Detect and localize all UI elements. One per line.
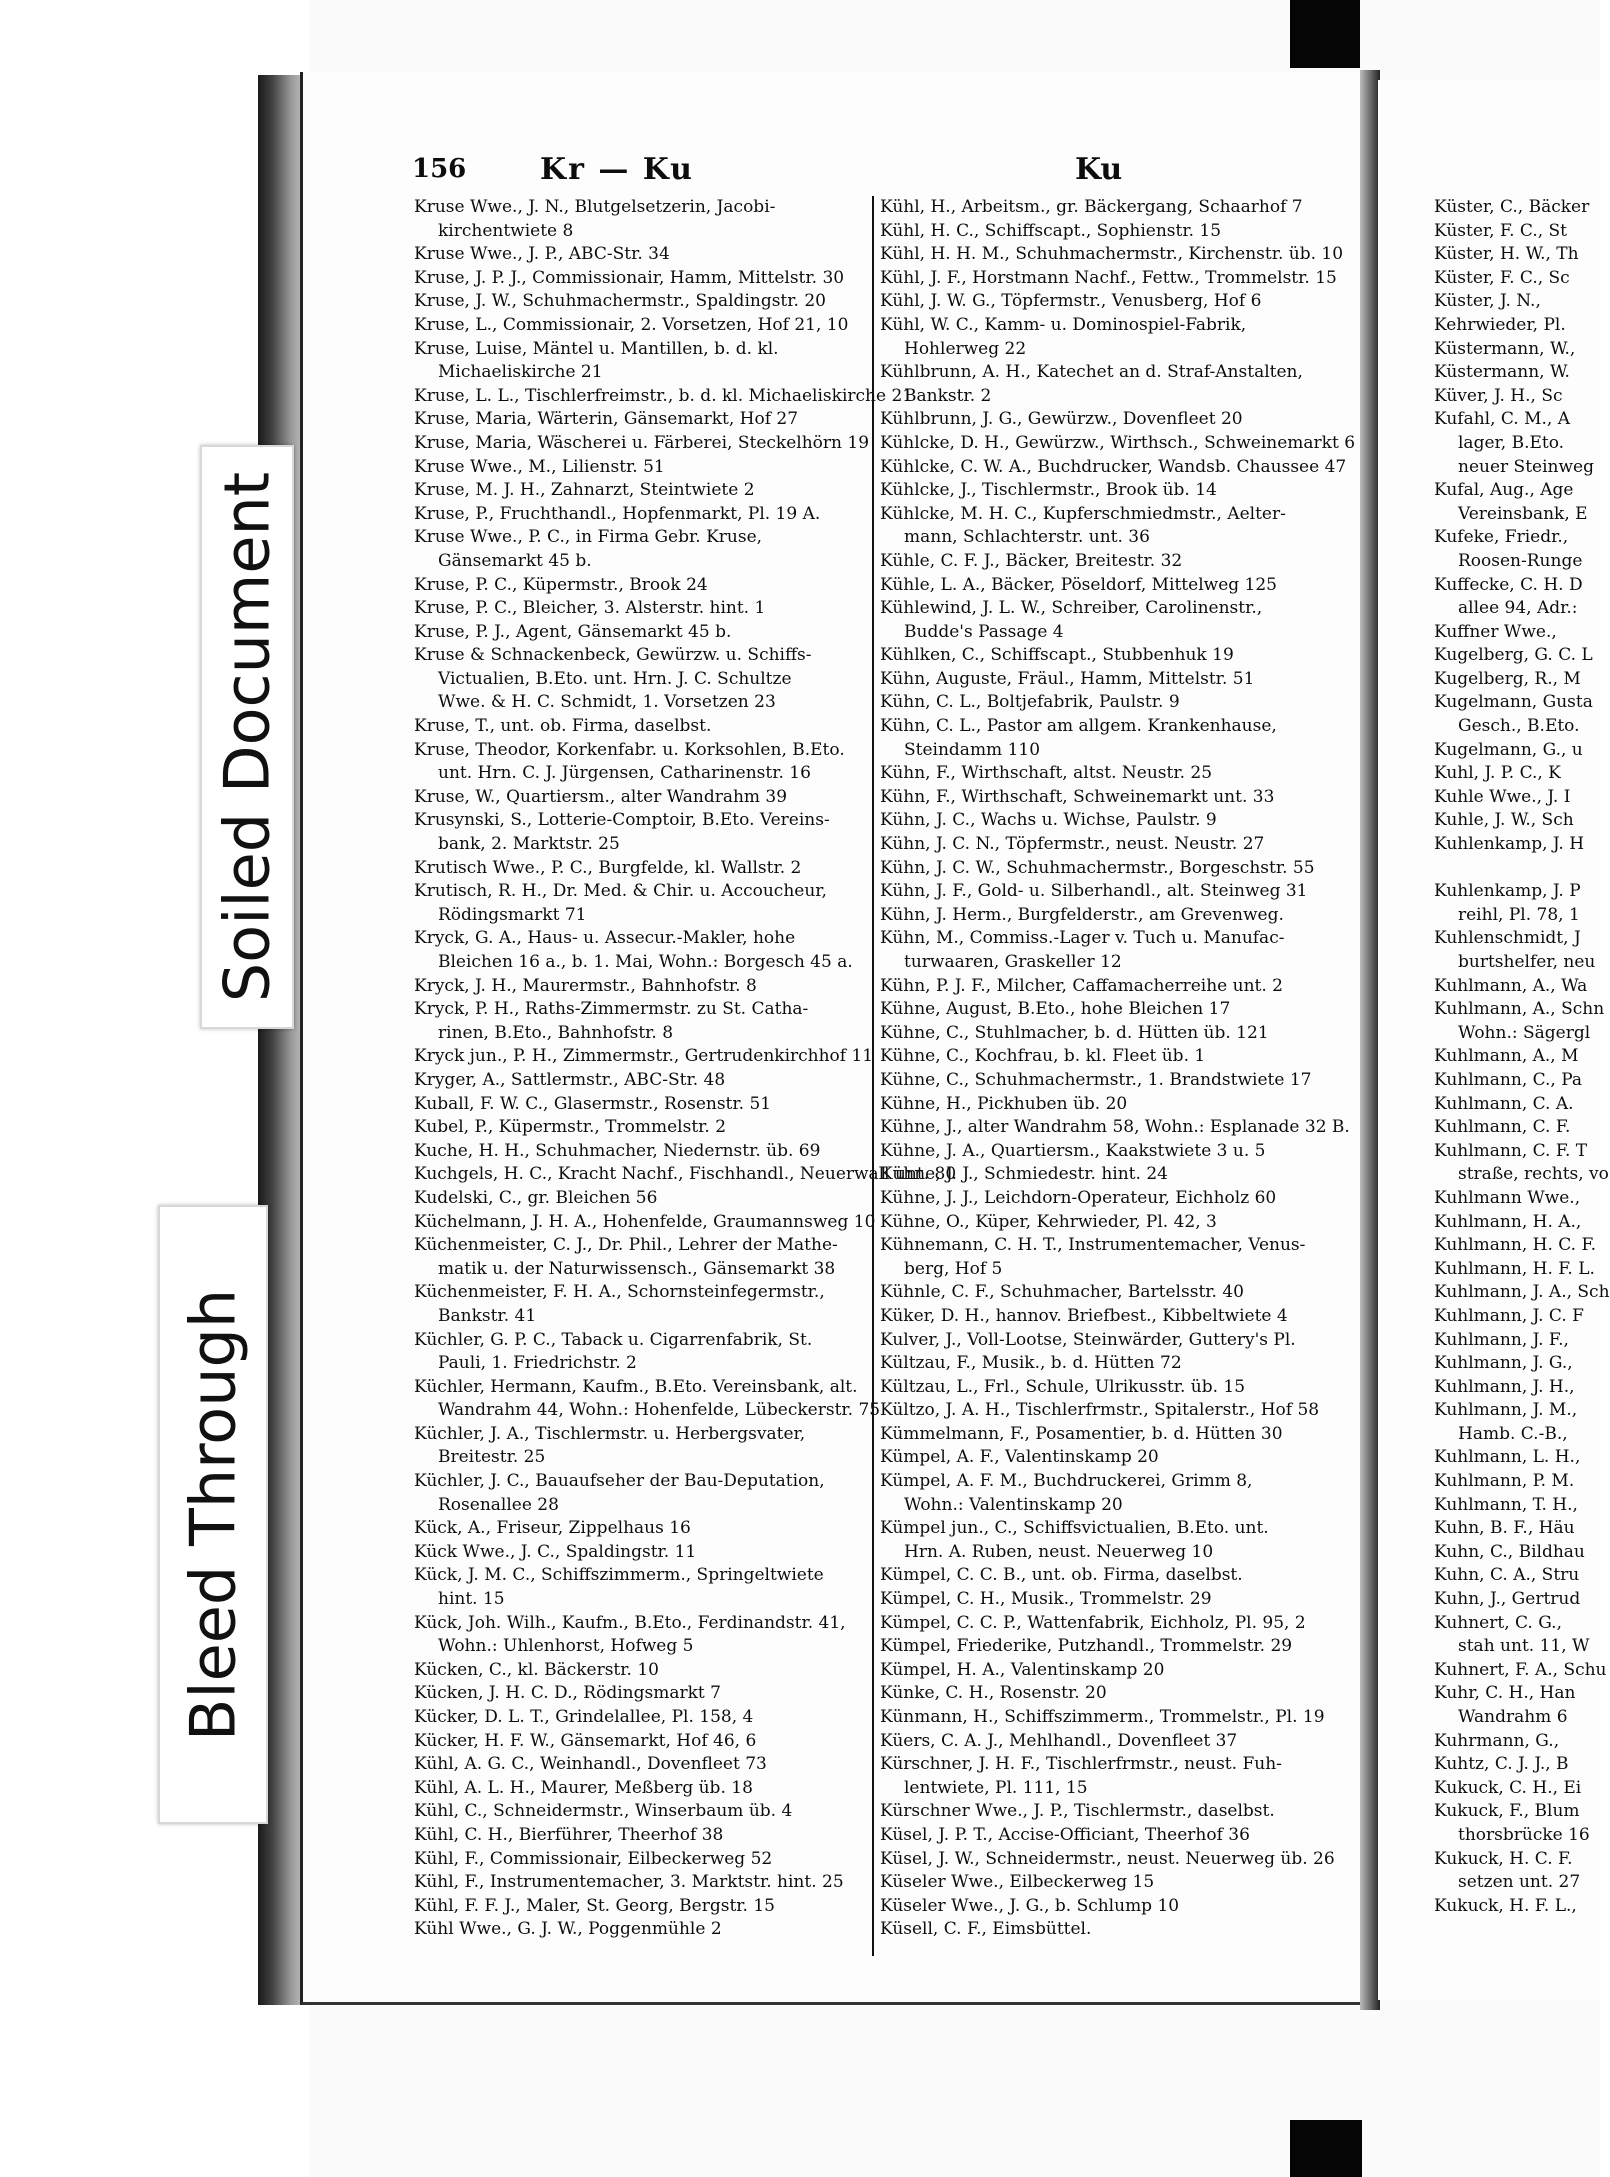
entry-line: Kühlcke, C. W. A., Buchdrucker, Wandsb. Chaussee 47 xyxy=(880,456,1347,477)
entry-line: Kufal, Aug., Age xyxy=(1434,480,1574,501)
entry-line: Kültzau, L., Frl., Schule, Ulrikusstr. üb. 15 xyxy=(880,1376,1246,1397)
entry-line: Kück, A., Friseur, Zippelhaus 16 xyxy=(414,1518,691,1539)
entry-line: Kürschner, J. H. F., Tischlerfrmstr., neust. Fuh- xyxy=(880,1754,1282,1775)
entry-line: Kruse, Luise, Mäntel u. Mantillen, b. d. kl. xyxy=(414,338,779,359)
entry-line: Kuhnert, C. G., xyxy=(1434,1612,1562,1633)
entry-line: Kümpel, C. C. B., unt. ob. Firma, daselbst. xyxy=(880,1565,1243,1586)
entry-line: Küsel, J. P. T., Accise-Officiant, Theerhof 36 xyxy=(880,1824,1250,1845)
entry-line: Kümpel, Friederike, Putzhandl., Trommelstr. 29 xyxy=(880,1636,1293,1657)
entry-line: Pauli, 1. Friedrichstr. 2 xyxy=(438,1353,637,1374)
entry-line: Kukuck, H. F. L., xyxy=(1434,1895,1577,1916)
entry-line: Kuhlmann Wwe., xyxy=(1434,1187,1581,1208)
entry-line: Kühnle, C. F., Schuhmacher, Bartelsstr. 40 xyxy=(880,1282,1244,1303)
entry-line: Kuche, H. H., Schuhmacher, Niedernstr. üb. 69 xyxy=(414,1140,821,1161)
entry-line: Kulver, J., Voll-Lootse, Steinwärder, Guttery's Pl. xyxy=(880,1329,1296,1350)
entry-line: Küsell, C. F., Eimsbüttel. xyxy=(880,1919,1092,1940)
entry-line: Kültzau, F., Musik., b. d. Hütten 72 xyxy=(880,1353,1182,1374)
entry-line: Küster, F. C., St xyxy=(1434,220,1568,241)
entry-line: Kuhlmann, J. M., xyxy=(1434,1400,1578,1421)
entry-line: Kuhn, B. F., Häu xyxy=(1434,1518,1575,1539)
entry-line: unt. Hrn. C. J. Jürgensen, Catharinenstr. 16 xyxy=(438,763,811,784)
entry-line: Kühl, H., Arbeitsm., gr. Bäckergang, Schaarhof 7 xyxy=(880,197,1303,217)
entry-line: Kuhlmann, J. G., xyxy=(1434,1353,1573,1374)
entry-line: hint. 15 xyxy=(438,1589,505,1610)
entry-line: Kuhlenkamp, J. P xyxy=(1434,881,1581,902)
entry-line: Kühl, H. C., Schiffscapt., Sophienstr. 15 xyxy=(880,220,1222,241)
entry-line: Küstermann, W., xyxy=(1434,338,1576,359)
entry-line: Kryck, P. H., Raths-Zimmermstr. zu St. Catha- xyxy=(414,999,809,1020)
entry-line: Rödingsmarkt 71 xyxy=(438,904,587,925)
entry-line: Kühl, F. F. J., Maler, St. Georg, Bergstr. 15 xyxy=(414,1895,775,1916)
entry-line: Kühn, J. C. W., Schuhmachermstr., Borgeschstr. 55 xyxy=(880,857,1315,878)
entry-line: Steindamm 110 xyxy=(904,739,1041,760)
entry-line: Michaeliskirche 21 xyxy=(438,362,603,383)
entry-line: Kuhlmann, H. C. F. xyxy=(1434,1235,1597,1256)
entry-line: straße, rechts, vo xyxy=(1458,1164,1609,1185)
entry-line: Kuhrmann, G., xyxy=(1434,1730,1560,1751)
entry-line: Kruse, M. J. H., Zahnarzt, Steintwiete 2 xyxy=(414,480,755,501)
entry-line: Kuhl, J. P. C., K xyxy=(1434,763,1561,784)
entry-line: stah unt. 11, W xyxy=(1458,1636,1590,1657)
entry-line: Wandrahm 44, Wohn.: Hohenfelde, Lübeckerstr. 75 xyxy=(438,1400,881,1421)
entry-line: Vereinsbank, E xyxy=(1458,503,1588,524)
entry-line: Kühlcke, J., Tischlermstr., Brook üb. 14 xyxy=(880,480,1217,501)
entry-line: Kühn, J. F., Gold- u. Silberhandl., alt. Steinweg 31 xyxy=(880,881,1308,902)
bottom-binding-mark xyxy=(1290,2120,1362,2177)
entry-line: Breitestr. 25 xyxy=(438,1447,546,1468)
entry-line: Kuhn, C., Bildhau xyxy=(1434,1541,1585,1562)
entry-line: Kühlewind, J. L. W., Schreiber, Carolinenstr., xyxy=(880,598,1263,619)
entry-line: Kruse, L. L., Tischlerfreimstr., b. d. kl. Michaeliskirche 21 xyxy=(414,385,914,406)
entry-line: Kücken, J. H. C. D., Rödingsmarkt 7 xyxy=(414,1683,721,1704)
entry-line: Kühl, J. F., Horstmann Nachf., Fettw., Trommelstr. 15 xyxy=(880,267,1337,288)
entry-line: Kümpel jun., C., Schiffsvictualien, B.Eto. unt. xyxy=(880,1518,1269,1539)
entry-line: Kücken, C., kl. Bäckerstr. 10 xyxy=(414,1659,659,1680)
entry-line: Küchler, J. A., Tischlermstr. u. Herbergsvater, xyxy=(414,1423,806,1444)
entry-line: Kühle, C. F. J., Bäcker, Breitestr. 32 xyxy=(880,550,1183,571)
page-right-edge xyxy=(1360,70,1380,2010)
entry-line: matik u. der Naturwissensch., Gänsemarkt 38 xyxy=(438,1258,836,1279)
entry-line: Budde's Passage 4 xyxy=(904,621,1064,642)
entry-line: Kuchgels, H. C., Kracht Nachf., Fischhandl., Neuerwall unt. 80 xyxy=(414,1164,957,1185)
entry-line: Künmann, H., Schiffszimmerm., Trommelstr., Pl. 19 xyxy=(880,1707,1325,1727)
entry-line: Kümpel, C. H., Musik., Trommelstr. 29 xyxy=(880,1589,1212,1610)
entry-line: Kruse, Maria, Wäscherei u. Färberei, Steckelhörn 19 xyxy=(414,432,870,453)
entry-line: Bleichen 16 a., b. 1. Mai, Wohn.: Borgesch 45 a. xyxy=(438,952,853,972)
entry-line: Küster, H. W., Th xyxy=(1434,244,1579,265)
entry-line: Kühne, J. J., Leichdorn-Operateur, Eichholz 60 xyxy=(880,1187,1277,1208)
entry-line: Küseler Wwe., Eilbeckerweg 15 xyxy=(880,1872,1155,1893)
entry-line: Kruse, J. W., Schuhmachermstr., Spaldingstr. 20 xyxy=(414,291,826,312)
entry-line: Kukuck, C. H., Ei xyxy=(1434,1777,1582,1798)
entry-line: Kühn, J. C., Wachs u. Wichse, Paulstr. 9 xyxy=(880,810,1217,831)
entry-line: Kühne, H., Pickhuben üb. 20 xyxy=(880,1093,1128,1114)
entry-line: Kehrwieder, Pl. xyxy=(1434,314,1566,335)
entry-line: Krusynski, S., Lotterie-Comptoir, B.Eto. Vereins- xyxy=(414,810,830,831)
bleed-through-label xyxy=(158,1205,268,1824)
entry-line: Küsel, J. W., Schneidermstr., neust. Neuerweg üb. 26 xyxy=(880,1848,1335,1869)
entry-line: turwaaren, Graskeller 12 xyxy=(904,952,1122,972)
entry-line: Kruse, Maria, Wärterin, Gänsemarkt, Hof 27 xyxy=(414,409,799,430)
entry-line: Kühne, J., alter Wandrahm 58, Wohn.: Esplanade 32 B. xyxy=(880,1117,1350,1138)
entry-line: Kürschner Wwe., J. P., Tischlermstr., daselbst. xyxy=(880,1801,1275,1822)
entry-line: Kuhlmann, C. F. xyxy=(1434,1117,1571,1138)
entry-line: reihl, Pl. 78, 1 xyxy=(1458,904,1580,925)
entry-line: Kühne, C., Kochfrau, b. kl. Fleet üb. 1 xyxy=(880,1046,1206,1067)
entry-line: Kuhlmann, J. F., xyxy=(1434,1329,1569,1350)
entry-line: Hrn. A. Ruben, neust. Neuerweg 10 xyxy=(904,1541,1214,1562)
entry-line: Kruse, P. J., Agent, Gänsemarkt 45 b. xyxy=(414,621,732,642)
entry-line: Küstermann, W. xyxy=(1434,362,1570,383)
entry-line: Küchenmeister, C. J., Dr. Phil., Lehrer der Mathe- xyxy=(414,1235,838,1256)
entry-line: Kruse, L., Commissionair, 2. Vorsetzen, Hof 21, 10 xyxy=(414,314,849,335)
entry-line xyxy=(1434,857,1600,881)
soiled-document-text: Soiled Document xyxy=(210,471,284,1003)
entry-line: Kryck jun., P. H., Zimmermstr., Gertrudenkirchhof 11 xyxy=(414,1046,874,1067)
entry-line: Kugelberg, R., M xyxy=(1434,668,1581,689)
entry-line: Kühn, J. C. N., Töpfermstr., neust. Neustr. 27 xyxy=(880,834,1265,855)
entry-line: Kühl, J. W. G., Töpfermstr., Venusberg, Hof 6 xyxy=(880,291,1262,312)
entry-line: kirchentwiete 8 xyxy=(438,220,574,241)
entry-line: Küster, J. N., xyxy=(1434,291,1541,312)
entry-line: Küchenmeister, F. H. A., Schornsteinfegermstr., xyxy=(414,1282,825,1303)
page-number: 156 xyxy=(412,154,467,184)
entry-line: Kühl, A. G. C., Weinhandl., Dovenfleet 73 xyxy=(414,1754,767,1775)
entry-line: Kuhlenkamp, J. H xyxy=(1434,834,1585,855)
running-header-right: Ku xyxy=(1075,152,1123,187)
entry-line: Kuball, F. W. C., Glasermstr., Rosenstr. 51 xyxy=(414,1093,772,1114)
entry-line: Küchler, J. C., Bauaufseher der Bau-Deputation, xyxy=(414,1471,825,1492)
bleed-through-text: Bleed Through xyxy=(176,1288,250,1741)
entry-line: Kühl, F., Commissionair, Eilbeckerweg 52 xyxy=(414,1848,773,1869)
entry-line: bank, 2. Marktstr. 25 xyxy=(438,834,620,855)
entry-line: Kuhle, J. W., Sch xyxy=(1434,810,1574,831)
entry-line: Kuhlmann, C. F. T xyxy=(1434,1140,1588,1161)
entry-line: Wohn.: Sägergl xyxy=(1458,1022,1591,1043)
entry-line: Wwe. & H. C. Schmidt, 1. Vorsetzen 23 xyxy=(438,692,776,713)
entry-line: thorsbrücke 16 xyxy=(1458,1824,1590,1845)
entry-line: Kühl, C., Schneidermstr., Winserbaum üb. 4 xyxy=(414,1801,793,1822)
entry-line: Kümmelmann, F., Posamentier, b. d. Hütten 30 xyxy=(880,1423,1283,1444)
entry-line: Kruse & Schnackenbeck, Gewürzw. u. Schiffs- xyxy=(414,645,812,666)
entry-line: Kruse Wwe., J. N., Blutgelsetzerin, Jacobi- xyxy=(414,197,776,217)
entry-line: lager, B.Eto. xyxy=(1458,432,1565,453)
entry-line: Kugelmann, G., u xyxy=(1434,739,1583,760)
entry-line: Gesch., B.Eto. xyxy=(1458,716,1580,737)
entry-line: Kruse Wwe., J. P., ABC-Str. 34 xyxy=(414,244,670,265)
entry-line: Kruse, P. C., Küpermstr., Brook 24 xyxy=(414,574,708,595)
entry-line: Kruse, J. P. J., Commissionair, Hamm, Mittelstr. 30 xyxy=(414,267,845,288)
entry-line: Kühne, O., Küper, Kehrwieder, Pl. 42, 3 xyxy=(880,1211,1217,1232)
entry-line: Kruse Wwe., M., Lilienstr. 51 xyxy=(414,456,665,477)
entry-line: Kühn, P. J. F., Milcher, Caffamacherreihe unt. 2 xyxy=(880,975,1283,996)
entry-line: Kruse, Theodor, Korkenfabr. u. Korksohlen, B.Eto. xyxy=(414,739,845,760)
entry-line: Gänsemarkt 45 b. xyxy=(438,550,592,571)
entry-line: Kühne, J. J., Schmiedestr. hint. 24 xyxy=(880,1164,1168,1185)
entry-line: Kruse Wwe., P. C., in Firma Gebr. Kruse, xyxy=(414,527,763,548)
entry-line: Kühne, August, B.Eto., hohe Bleichen 17 xyxy=(880,999,1231,1020)
entry-line: Kudelski, C., gr. Bleichen 56 xyxy=(414,1187,658,1208)
entry-line: mann, Schlachterstr. unt. 36 xyxy=(904,527,1150,548)
entry-line: Kuhlmann, H. A., xyxy=(1434,1211,1582,1232)
entry-line: Kühlcke, D. H., Gewürzw., Wirthsch., Schweinemarkt 6 xyxy=(880,432,1356,453)
entry-line: Kuffner Wwe., xyxy=(1434,621,1557,642)
entry-line: Kühn, C. L., Boltjefabrik, Paulstr. 9 xyxy=(880,692,1180,713)
entry-line: Kühl, H. H. M., Schuhmachermstr., Kirchenstr. üb. 10 xyxy=(880,244,1344,265)
entry-line: Kuhlmann, J. A., Sch xyxy=(1434,1282,1610,1303)
entry-line: Wohn.: Valentinskamp 20 xyxy=(904,1494,1123,1515)
entry-line: Krutisch Wwe., P. C., Burgfelde, kl. Wallstr. 2 xyxy=(414,857,802,878)
entry-line: Küchler, G. P. C., Taback u. Cigarrenfabrik, St. xyxy=(414,1329,813,1350)
entry-line: Küers, C. A. J., Mehlhandl., Dovenfleet 37 xyxy=(880,1730,1238,1751)
entry-line: Kück, J. M. C., Schiffszimmerm., Springeltwiete xyxy=(414,1565,824,1586)
entry-line: Kücker, H. F. W., Gänsemarkt, Hof 46, 6 xyxy=(414,1730,757,1751)
directory-column-middle xyxy=(872,196,1356,1956)
entry-line: Küster, C., Bäcker xyxy=(1434,197,1590,217)
entry-line: rinen, B.Eto., Bahnhofstr. 8 xyxy=(438,1022,674,1043)
entry-line: allee 94, Adr.: xyxy=(1458,598,1578,619)
entry-line: Krutisch, R. H., Dr. Med. & Chir. u. Accoucheur, xyxy=(414,881,827,902)
entry-line: Kruse, P. C., Bleicher, 3. Alsterstr. hint. 1 xyxy=(414,598,766,619)
entry-line: Wohn.: Uhlenhorst, Hofweg 5 xyxy=(438,1636,694,1657)
entry-line: Kümpel, H. A., Valentinskamp 20 xyxy=(880,1659,1165,1680)
entry-line: Kühn, Auguste, Fräul., Hamm, Mittelstr. 51 xyxy=(880,668,1255,689)
entry-line: Kukuck, F., Blum xyxy=(1434,1801,1580,1822)
entry-line: Kühn, J. Herm., Burgfelderstr., am Grevenweg. xyxy=(880,904,1284,925)
entry-line: setzen unt. 27 xyxy=(1458,1872,1581,1893)
entry-line: Kuhtz, C. J. J., B xyxy=(1434,1754,1569,1775)
entry-line: Kugelberg, G. C. L xyxy=(1434,645,1593,666)
entry-line: Kühlken, C., Schiffscapt., Stubbenhuk 19 xyxy=(880,645,1234,666)
entry-line: Kühne, C., Stuhlmacher, b. d. Hütten üb. 121 xyxy=(880,1022,1269,1043)
entry-line: Kuhnert, F. A., Schu xyxy=(1434,1659,1607,1680)
entry-line: Wandrahm 6 xyxy=(1458,1707,1568,1727)
entry-line: Kühn, F., Wirthschaft, Schweinemarkt unt. 33 xyxy=(880,786,1275,807)
running-header-left: Kr — Ku xyxy=(540,152,694,187)
entry-line: Kuhlmann, A., M xyxy=(1434,1046,1579,1067)
entry-line: Kück, Joh. Wilh., Kaufm., B.Eto., Ferdinandstr. 41, xyxy=(414,1612,846,1633)
entry-line: Kubel, P., Küpermstr., Trommelstr. 2 xyxy=(414,1117,727,1138)
entry-line: Kuhlmann, A., Wa xyxy=(1434,975,1588,996)
entry-line: Kühn, C. L., Pastor am allgem. Krankenhause, xyxy=(880,716,1277,737)
entry-line: Kuhr, C. H., Han xyxy=(1434,1683,1576,1704)
entry-line: Kuhlmann, J. H., xyxy=(1434,1376,1575,1397)
entry-line: Kuhlmann, A., Schn xyxy=(1434,999,1605,1020)
entry-line: Kühle, L. A., Bäcker, Pöseldorf, Mittelweg 125 xyxy=(880,574,1277,595)
entry-line: Küver, J. H., Sc xyxy=(1434,385,1563,406)
entry-line: Kühl, W. C., Kamm- u. Dominospiel-Fabrik, xyxy=(880,314,1247,335)
entry-line: Kryck, J. H., Maurermstr., Bahnhofstr. 8 xyxy=(414,975,757,996)
entry-line: Bankstr. 2 xyxy=(904,385,992,406)
entry-line: Kühl Wwe., G. J. W., Poggenmühle 2 xyxy=(414,1919,722,1940)
entry-line: Kuhlmann, L. H., xyxy=(1434,1447,1581,1468)
entry-line: Kruse, P., Fruchthandl., Hopfenmarkt, Pl. 19 A. xyxy=(414,503,821,524)
soiled-document-label xyxy=(200,445,294,1029)
entry-line: burtshelfer, neu xyxy=(1458,952,1596,972)
entry-line: Kukuck, H. C. F. xyxy=(1434,1848,1573,1869)
entry-line: Roosen-Runge xyxy=(1458,550,1583,571)
entry-line: Küster, F. C., Sc xyxy=(1434,267,1570,288)
entry-line: Kufahl, C. M., A xyxy=(1434,409,1570,430)
entry-line: lentwiete, Pl. 111, 15 xyxy=(904,1777,1088,1798)
entry-line: Kruse, T., unt. ob. Firma, daselbst. xyxy=(414,716,712,737)
entry-line: Kühl, C. H., Bierführer, Theerhof 38 xyxy=(414,1824,724,1845)
entry-line: Kühn, M., Commiss.-Lager v. Tuch u. Manufac- xyxy=(880,928,1285,949)
entry-line: Küker, D. H., hannov. Briefbest., Kibbeltwiete 4 xyxy=(880,1305,1288,1326)
entry-line: Kuhle Wwe., J. I xyxy=(1434,786,1571,807)
entry-line: Künke, C. H., Rosenstr. 20 xyxy=(880,1683,1107,1704)
entry-line: Kühne, J. A., Quartiersm., Kaakstwiete 3 u. 5 xyxy=(880,1140,1266,1161)
entry-line: Kühl, F., Instrumentemacher, 3. Marktstr. hint. 25 xyxy=(414,1872,844,1893)
entry-line: Kuhlmann, C. A. xyxy=(1434,1093,1574,1114)
entry-line: Küchler, Hermann, Kaufm., B.Eto. Vereinsbank, alt. xyxy=(414,1376,858,1397)
entry-line: Küchelmann, J. H. A., Hohenfelde, Graumannsweg 10 xyxy=(414,1211,876,1232)
entry-line: Hamb. C.-B., xyxy=(1458,1423,1568,1444)
entry-line: Kücker, D. L. T., Grindelallee, Pl. 158, 4 xyxy=(414,1707,754,1727)
entry-line: Kümpel, C. C. P., Wattenfabrik, Eichholz, Pl. 95, 2 xyxy=(880,1612,1306,1633)
entry-line: Kuhlenschmidt, J xyxy=(1434,928,1581,949)
entry-line: Kuhn, C. A., Stru xyxy=(1434,1565,1580,1586)
directory-column-right-fragment xyxy=(1434,196,1610,1918)
entry-line: Kufeke, Friedr., xyxy=(1434,527,1569,548)
entry-line: Rosenallee 28 xyxy=(438,1494,559,1515)
entry-line: neuer Steinweg xyxy=(1458,456,1594,477)
entry-line: Kühnemann, C. H. T., Instrumentemacher, Venus- xyxy=(880,1235,1306,1256)
entry-line: Kryck, G. A., Haus- u. Assecur.-Makler, hohe xyxy=(414,928,796,949)
entry-line: Kühl, A. L. H., Maurer, Meßberg üb. 18 xyxy=(414,1777,753,1798)
entry-line: Kuhlmann, T. H., xyxy=(1434,1494,1578,1515)
top-binding-mark xyxy=(1290,0,1360,68)
entry-line: Kühne, C., Schuhmachermstr., 1. Brandstwiete 17 xyxy=(880,1069,1312,1090)
entry-line: Kuhlmann, C., Pa xyxy=(1434,1069,1583,1090)
entry-line: Küseler Wwe., J. G., b. Schlump 10 xyxy=(880,1895,1180,1916)
entry-line: Kruse, W., Quartiersm., alter Wandrahm 39 xyxy=(414,786,788,807)
entry-line: Bankstr. 41 xyxy=(438,1305,537,1326)
entry-line: Kück Wwe., J. C., Spaldingstr. 11 xyxy=(414,1541,697,1562)
entry-line: Kühlbrunn, J. G., Gewürzw., Dovenfleet 20 xyxy=(880,409,1243,430)
entry-line: Kuhlmann, J. C. F xyxy=(1434,1305,1584,1326)
entry-line: Kümpel, A. F. M., Buchdruckerei, Grimm 8, xyxy=(880,1471,1253,1492)
entry-line: Hohlerweg 22 xyxy=(904,338,1027,359)
entry-line: Kühlbrunn, A. H., Katechet an d. Straf-Anstalten, xyxy=(880,362,1303,383)
entry-line: Kuhn, J., Gertrud xyxy=(1434,1589,1581,1610)
entry-line: Kuhlmann, P. M. xyxy=(1434,1471,1575,1492)
entry-line: Kryger, A., Sattlermstr., ABC-Str. 48 xyxy=(414,1069,726,1090)
entry-line: berg, Hof 5 xyxy=(904,1258,1003,1279)
entry-line: Kugelmann, Gusta xyxy=(1434,692,1593,713)
entry-line: Kuhlmann, H. F. L. xyxy=(1434,1258,1595,1279)
entry-line: Victualien, B.Eto. unt. Hrn. J. C. Schultze xyxy=(438,668,792,689)
entry-line: Kühn, F., Wirthschaft, altst. Neustr. 25 xyxy=(880,763,1213,784)
entry-line: Kültzo, J. A. H., Tischlerfrmstr., Spitalerstr., Hof 58 xyxy=(880,1400,1320,1421)
entry-line: Kümpel, A. F., Valentinskamp 20 xyxy=(880,1447,1159,1468)
entry-line: Kuffecke, C. H. D xyxy=(1434,574,1583,595)
entry-line: Kühlcke, M. H. C., Kupferschmiedmstr., Aelter- xyxy=(880,503,1286,524)
